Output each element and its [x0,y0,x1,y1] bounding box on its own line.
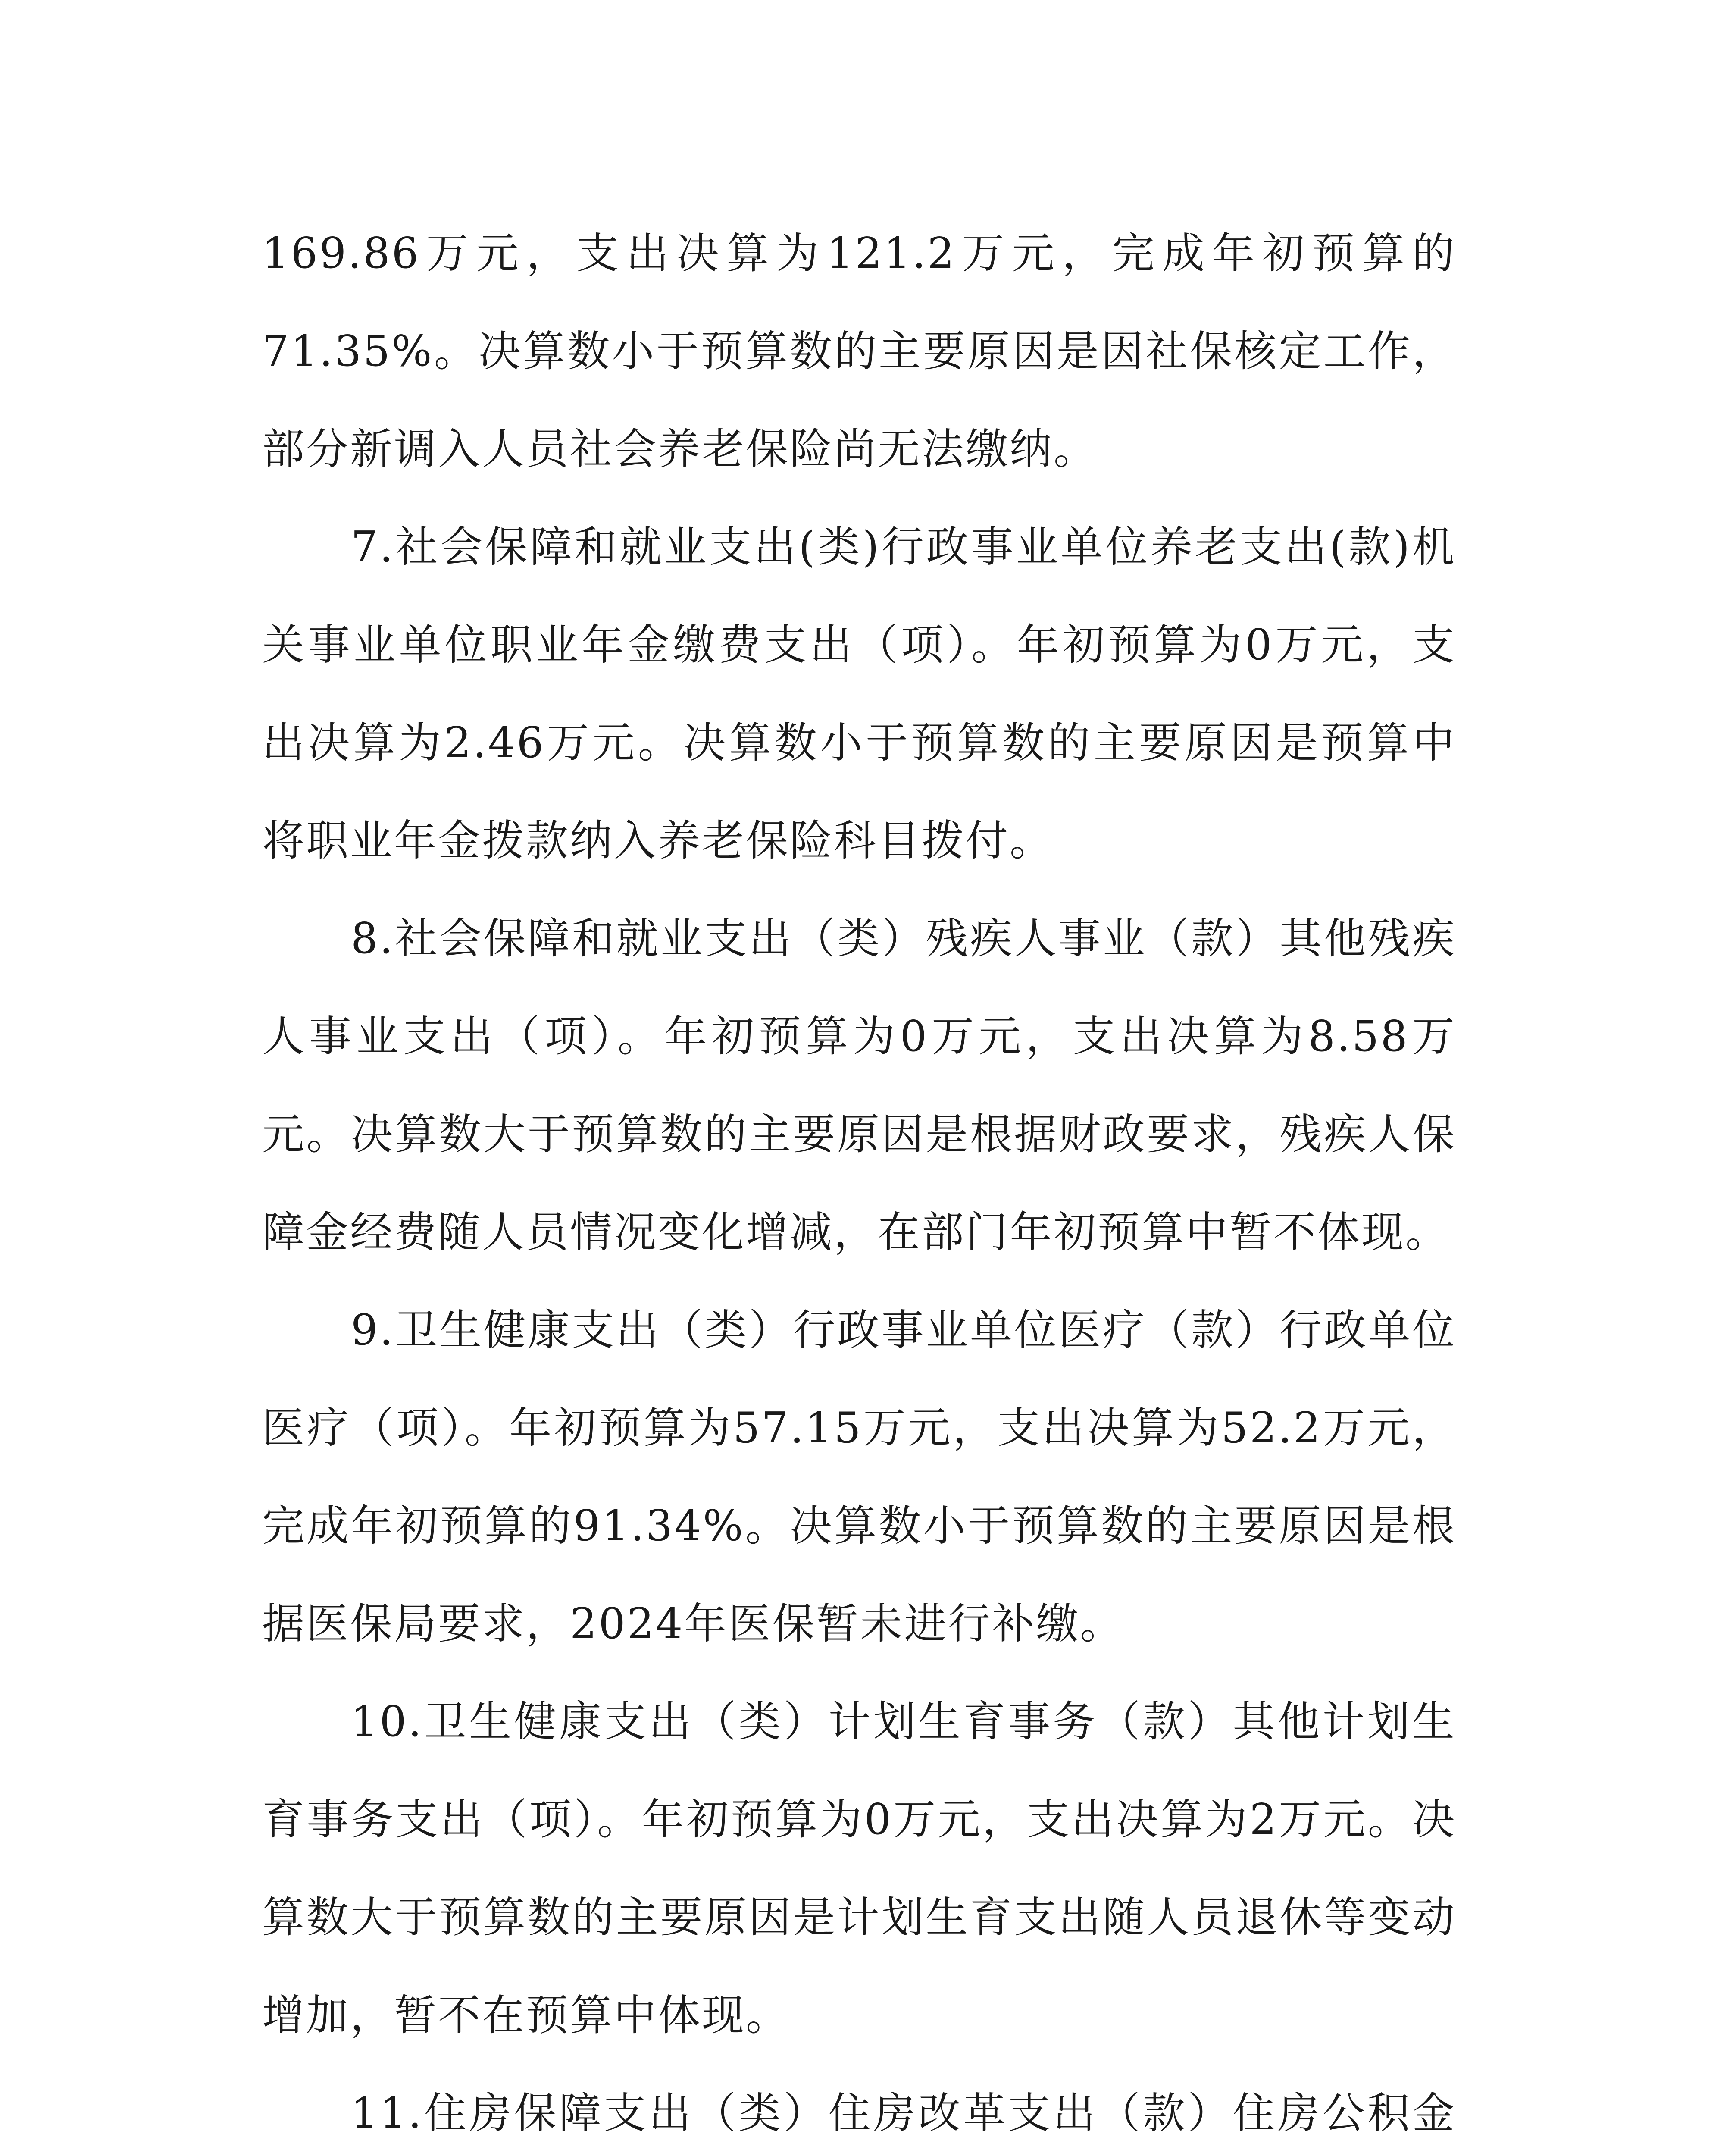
paragraph-6: 11.住房保障支出（类）住房改革支出（款）住房公积金 [351,2089,1456,2138]
paragraph-2: 7.社会保障和就业支出(类)行政事业单位养老支出(款)机关事业单位职业年金缴费支出（项）。年初预算为0万元，支出决算为2.46万元。决算数小于预算数的主要原因是预算中将职业年金拨款纳入养老保险科目拨付。 [262,523,1456,865]
paragraph-3: 8.社会保障和就业支出（类）残疾人事业（款）其他残疾人事业支出（项）。年初预算为0万元，支出决算为8.58万元。决算数大于预算数的主要原因是根据财政要求，残疾人保障金经费随人员情况变化增减，在部门年初预算中暂不体现。 [262,914,1456,1257]
paragraph-4: 9.卫生健康支出（类）行政事业单位医疗（款）行政单位医疗（项）。年初预算为57.15万元，支出决算为52.2万元，完成年初预算的91.34%。决算数小于预算数的主要原因是根据医保局要求，2024年医保暂未进行补缴。 [262,1306,1456,1648]
paragraph-1: 169.86万元，支出决算为121.2万元，完成年初预算的71.35%。决算数小于预算数的主要原因是因社保核定工作，部分新调入人员社会养老保险尚无法缴纳。 [262,229,1456,474]
paragraph-5: 10.卫生健康支出（类）计划生育事务（款）其他计划生育事务支出（项）。年初预算为0万元，支出决算为2万元。决算数大于预算数的主要原因是计划生育支出随人员退休等变动增加，暂不在预算中体现。 [262,1697,1456,2040]
document-body [262,205,1456,2156]
